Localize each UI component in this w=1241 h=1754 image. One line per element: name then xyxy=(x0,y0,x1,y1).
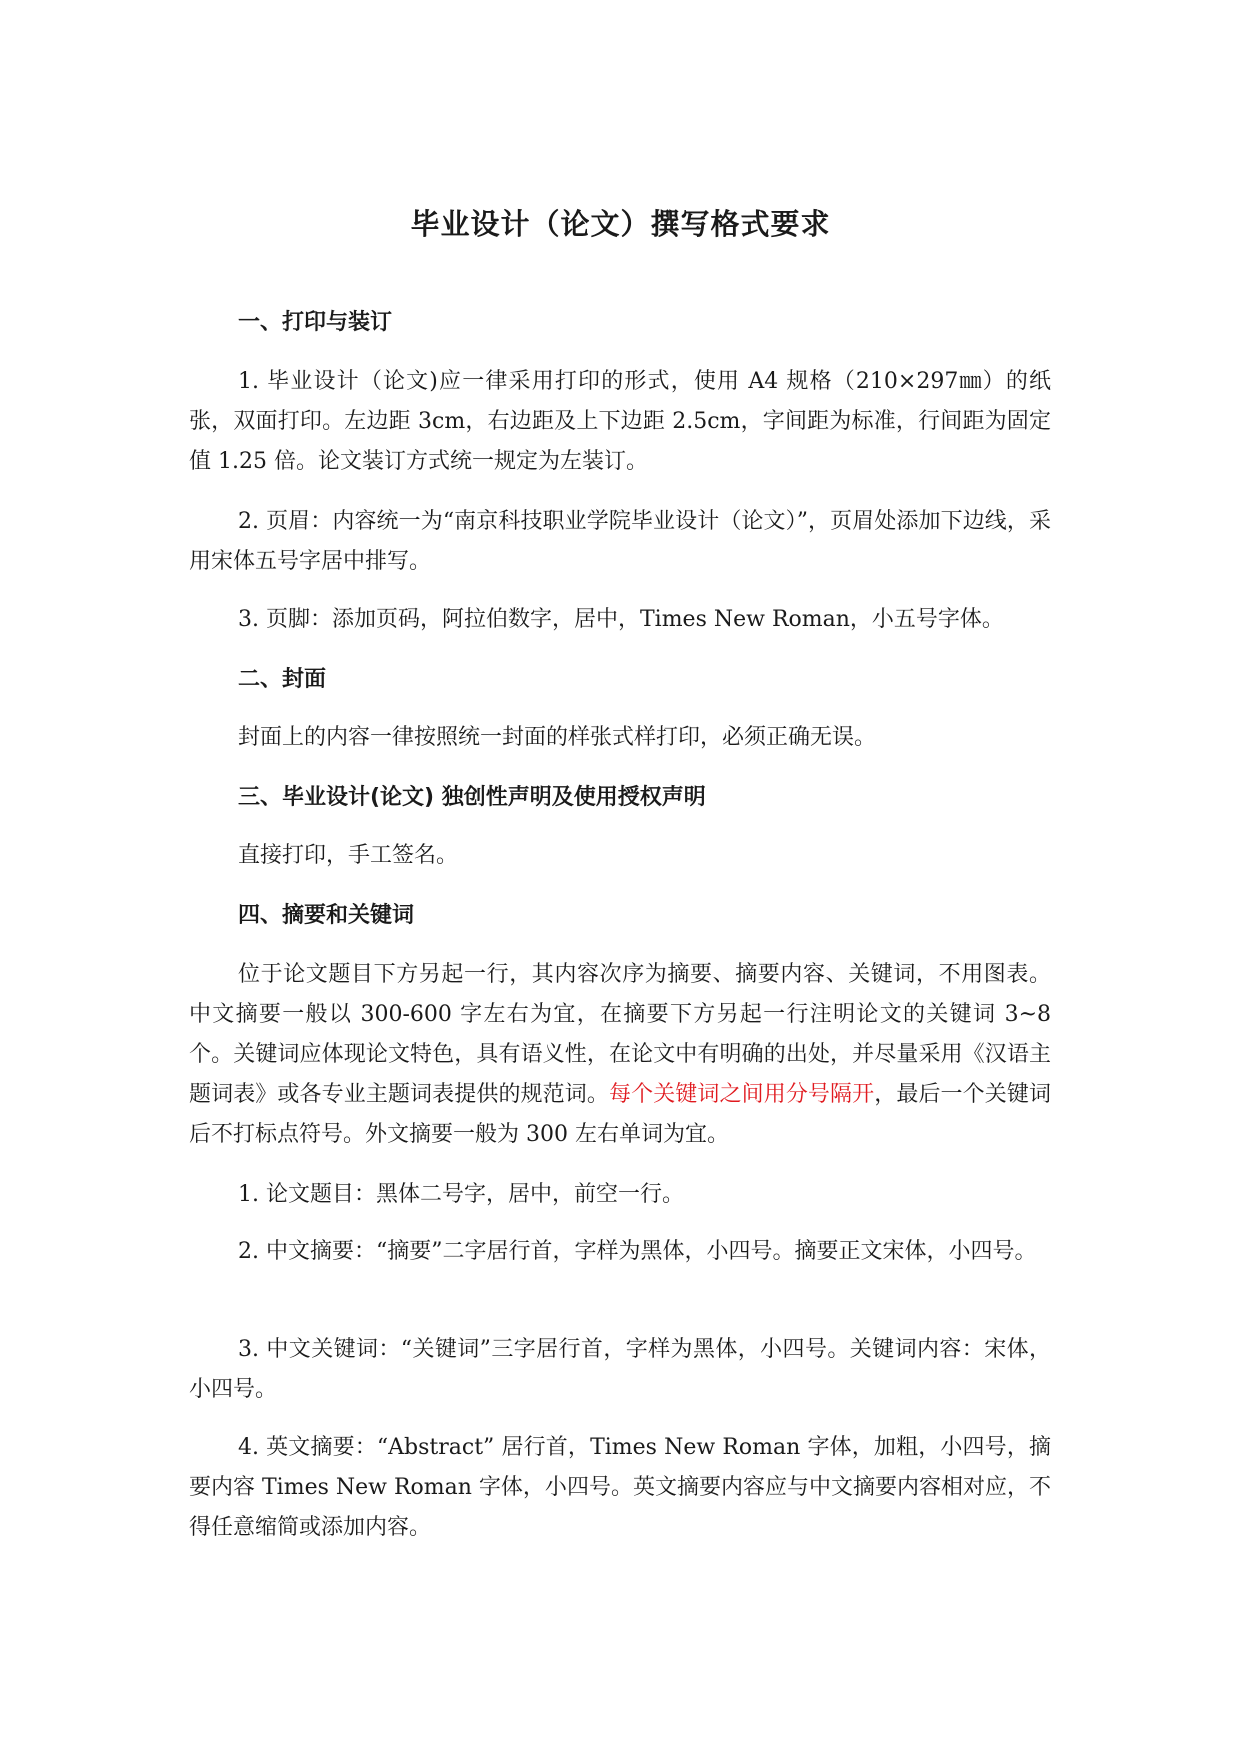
paragraph-declaration-1: 直接打印，手工签名。 xyxy=(238,843,459,868)
paragraph-abstract-1 xyxy=(189,955,1051,1155)
paragraph-cover-1: 封面上的内容一律按照统一封面的样张式样打印，必须正确无误。 xyxy=(238,725,877,750)
page-title: 毕业设计（论文）撰写格式要求 xyxy=(410,207,831,241)
paragraph-abstract-keywords: 3. 中文关键词：“关键词”三字居行首，字样为黑体，小四号。关键词内容：宋体，小四号。 xyxy=(189,1337,1051,1402)
paragraph-abstract-title: 1. 论文题目：黑体二号字，居中，前空一行。 xyxy=(238,1182,684,1207)
section-heading-cover: 二、封面 xyxy=(238,667,327,692)
section-heading-printing: 一、打印与装订 xyxy=(238,310,393,335)
abstract-text-part-1: 位于论文题目下方另起一行，其内容次序为摘要、摘要内容、关键词，不用图表。中文摘要一般以 300-600 字左右为宜，在摘要下方另起一行注明论文的关键词 3~8 个。关键词应体现论文特色，具有语义性，在论文中有明确的出处，并尽量采用《汉语主题词表》或各专业主题词表提供的规范词。 xyxy=(189,962,1051,1107)
section-heading-declaration: 三、毕业设计(论文) 独创性声明及使用授权声明 xyxy=(238,785,706,810)
paragraph-printing-3: 3. 页脚：添加页码，阿拉伯数字，居中，Times New Roman，小五号字体。 xyxy=(238,607,1004,632)
section-heading-abstract: 四、摘要和关键词 xyxy=(238,903,415,928)
paragraph-printing-1: 1. 毕业设计（论文)应一律采用打印的形式，使用 A4 规格（210×297㎜）的纸张，双面打印。左边距 3cm，右边距及上下边距 2.5cm，字间距为标准，行间距为固定值 1.25 倍。论文装订方式统一规定为左装订。 xyxy=(189,369,1051,474)
abstract-highlight-text: 每个关键词之间用分号隔开 xyxy=(608,1082,875,1107)
paragraph-abstract-cn: 2. 中文摘要：“摘要”二字居行首，字样为黑体，小四号。摘要正文宋体，小四号。 xyxy=(238,1239,1037,1264)
paragraph-printing-2: 2. 页眉：内容统一为“南京科技职业学院毕业设计（论文）”，页眉处添加下边线，采用宋体五号字居中排写。 xyxy=(189,509,1051,574)
paragraph-abstract-en: 4. 英文摘要：“Abstract” 居行首，Times New Roman 字体，加粗，小四号，摘要内容 Times New Roman 字体，小四号。英文摘要内容应与中文摘要内容相对应，不得任意缩简或添加内容。 xyxy=(189,1435,1051,1540)
abstract-text-part-2: ，最后一个关键词后不打标点符号。外文摘要一般为 300 左右单词为宜。 xyxy=(189,1082,1051,1147)
